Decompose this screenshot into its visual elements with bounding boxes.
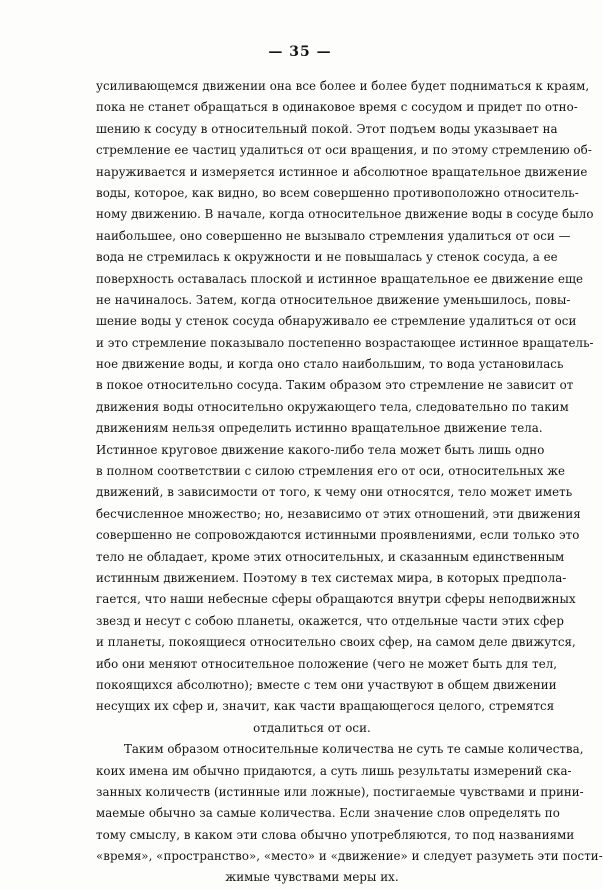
text-line: в покое относительно сосуда. Таким образом это стремление не зависит от [96, 378, 574, 393]
text-line: усиливающемся движении она все более и более будет подниматься к краям, [96, 79, 590, 93]
text-line: движения воды относительно окружающего тела, следовательно по таким [96, 399, 569, 414]
text-line: движений, в зависимости от того, к чему они относятся, тело может иметь [96, 485, 573, 500]
text-line: поверхность оставалась плоской и истинное вращательное ее движение еще [96, 271, 584, 286]
text-line: «время», «пространство», «место» и «движение» и следует разуметь эти пости- [96, 849, 603, 864]
text-line: вода не стремилась к окружности и не повышалась у стенок сосуда, а ее [96, 250, 558, 265]
text-line: ибо они меняют относительное положение (чего не может быть для тел, [96, 656, 558, 671]
text-line: в полном соответствии с силою стремления его от оси, относительных же [96, 464, 566, 479]
text-line: и планеты, покоящиеся относительно своих сфер, на самом деле движутся, [96, 635, 576, 650]
text-line: истинным движением. Поэтому в тех системах мира, в которых предпола- [96, 570, 567, 585]
text-line: жимые чувствами меры их. [225, 870, 399, 885]
text-line: шение воды у стенок сосуда обнаруживало ее стремление удалиться от оси [96, 314, 577, 329]
text-line: Истинное круговое движение какого-либо тела может быть лишь одно [96, 442, 545, 457]
text-line: ному движению. В начале, когда относительное движение воды в сосуде было [96, 207, 594, 222]
text-line: воды, которое, как видно, во всем совершенно противоположно относитель- [96, 185, 579, 200]
text-line: тело не обладает, кроме этих относительных, и сказанным единственным [96, 549, 565, 564]
text-line: наибольшее, оно совершенно не вызывало стремления удалиться от оси — [96, 228, 571, 243]
text-line: ное движение воды, и когда оно стало наибольшим, то вода установилась [96, 357, 564, 372]
text-line: несущих их сфер и, значит, как части вращающегося целого, стремятся [96, 699, 555, 714]
text-line: совершенно не сопровождаются истинными проявлениями, если только это [96, 528, 580, 543]
text-line: не начиналось. Затем, когда относительное движение уменьшилось, повы- [96, 292, 571, 307]
text-line: пока не станет обращаться в одинаковое время с сосудом и придет по отно- [96, 100, 578, 115]
body-text [96, 76, 603, 889]
text-line: маемые обычно за самые количества. Если значение слов определять по [96, 806, 560, 821]
text-line: занных количеств (истинные или ложные), постигаемые чувствами и прини- [96, 784, 584, 799]
text-line: и это стремление показывало постепенно возрастающее истинное вращатель- [96, 335, 594, 350]
text-line: шению к сосуду в относительный покой. Этот подъем воды указывает на [96, 121, 558, 136]
text-line: гается, что наши небесные сферы обращаются внутри сферы неподвижных [96, 592, 576, 607]
text-line: покоящихся абсолютно); вместе с тем они участвуют в общем движении [96, 677, 557, 692]
text-line: Таким образом относительные количества не суть те самые количества, [124, 742, 584, 757]
paragraph-2 [96, 739, 603, 889]
text-line: наруживается и измеряется истинное и абсолютное вращательное движение [96, 164, 588, 179]
text-line: стремление ее частиц удалиться от оси вращения, и по этому стремлению об- [96, 143, 592, 158]
text-line: тому смыслу, в каком эти слова обычно употребляются, то под названиями [96, 827, 575, 842]
text-line: бесчисленное множество; но, независимо от этих отношений, эти движения [96, 506, 581, 521]
page-number: — 35 — [268, 44, 332, 60]
text-line: звезд и несут с собою планеты, окажется, что отдельные части этих сфер [96, 613, 564, 628]
text-line: коих имена им обычно придаются, а суть лишь результаты измерений ска- [96, 763, 572, 778]
paragraph-1 [96, 76, 594, 739]
text-line: отдалиться от оси. [253, 720, 371, 735]
text-line: движениям нельзя определить истинно вращательное движение тела. [96, 421, 543, 436]
